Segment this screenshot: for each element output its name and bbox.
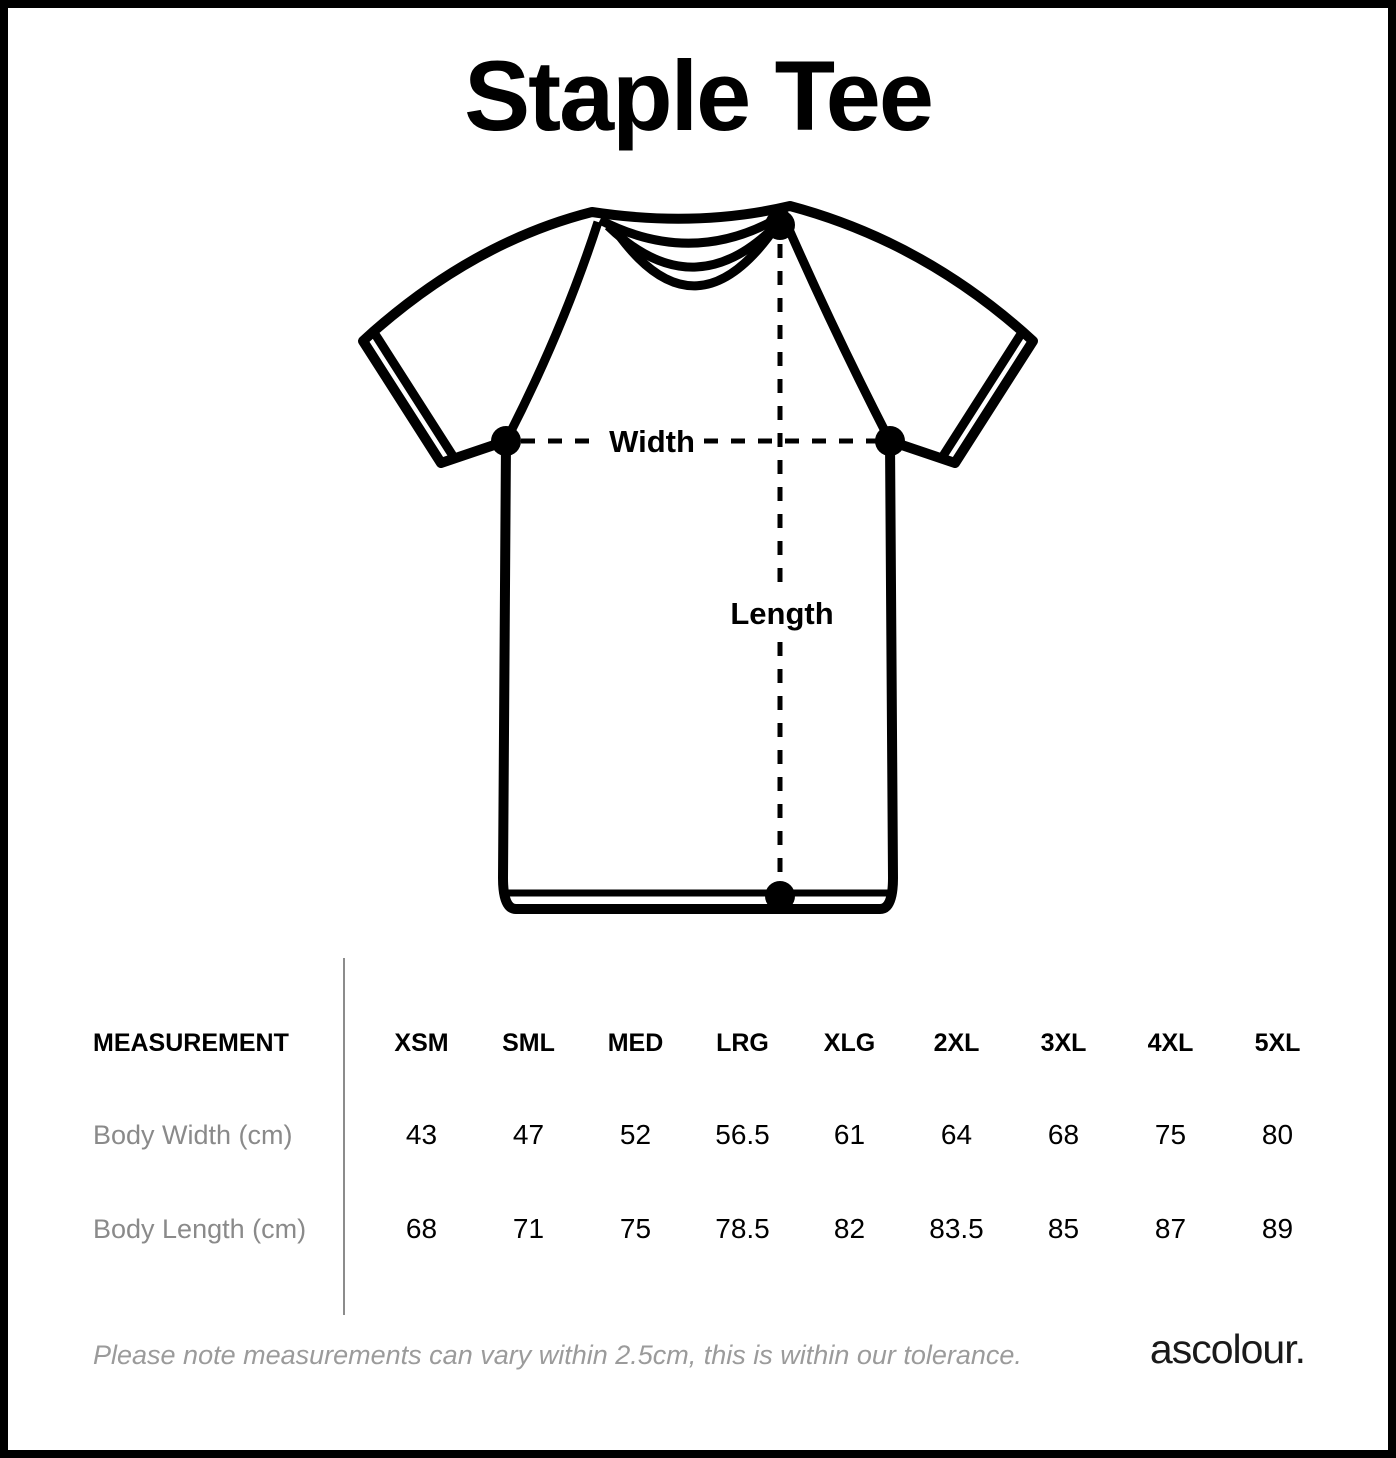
body-length-value: 83.5 bbox=[929, 1213, 984, 1244]
left-armpit-measure-dot bbox=[491, 426, 521, 456]
tshirt-outline bbox=[363, 206, 1033, 909]
row-label: Body Width (cm) bbox=[93, 1119, 293, 1150]
size-column-header: MED bbox=[607, 1028, 664, 1057]
hem-measure-dot bbox=[765, 881, 795, 911]
body-length-value: 85 bbox=[1047, 1213, 1080, 1244]
body-length-value: 71 bbox=[512, 1213, 545, 1244]
body-length-value: 82 bbox=[833, 1213, 866, 1244]
body-width-value: 47 bbox=[512, 1119, 545, 1150]
body-length-value: 68 bbox=[405, 1213, 438, 1244]
size-column-header: 4XL bbox=[1147, 1028, 1194, 1057]
size-column-header: XLG bbox=[823, 1028, 876, 1057]
body-length-value: 89 bbox=[1261, 1213, 1294, 1244]
size-table-header-row bbox=[0, 1012, 1340, 1074]
body-width-value: 80 bbox=[1261, 1119, 1294, 1150]
row-label: Body Length (cm) bbox=[93, 1213, 307, 1244]
body-width-row bbox=[0, 1104, 1340, 1166]
body-width-value: 43 bbox=[405, 1119, 438, 1150]
length-label: Length bbox=[730, 596, 834, 631]
size-column-header: 5XL bbox=[1254, 1028, 1301, 1057]
width-label: Width bbox=[609, 424, 695, 459]
collar-measure-dot bbox=[765, 210, 795, 240]
tolerance-note: Please note measurements can vary within 2.5cm, this is within our tolerance. bbox=[93, 1340, 1022, 1370]
tshirt-diagram bbox=[330, 185, 1050, 925]
right-armpit-measure-dot bbox=[875, 426, 905, 456]
body-length-value: 75 bbox=[619, 1213, 652, 1244]
body-width-value: 68 bbox=[1047, 1119, 1080, 1150]
size-column-header: 2XL bbox=[933, 1028, 980, 1057]
body-width-value: 61 bbox=[833, 1119, 866, 1150]
size-column-header: XSM bbox=[394, 1028, 449, 1057]
body-length-value: 87 bbox=[1154, 1213, 1187, 1244]
body-width-value: 56.5 bbox=[715, 1119, 770, 1150]
measurement-column-header: MEASUREMENT bbox=[93, 1028, 289, 1057]
brand-logo: ascolour. bbox=[1149, 1326, 1305, 1372]
size-column-header: 3XL bbox=[1040, 1028, 1087, 1057]
size-column-header: SML bbox=[502, 1028, 555, 1057]
body-length-row bbox=[0, 1198, 1340, 1260]
size-column-header: LRG bbox=[716, 1028, 769, 1057]
body-width-value: 75 bbox=[1154, 1119, 1187, 1150]
body-length-value: 78.5 bbox=[715, 1213, 770, 1244]
body-width-value: 64 bbox=[940, 1119, 973, 1150]
page-title: Staple Tee bbox=[464, 40, 932, 151]
body-width-value: 52 bbox=[619, 1119, 652, 1150]
